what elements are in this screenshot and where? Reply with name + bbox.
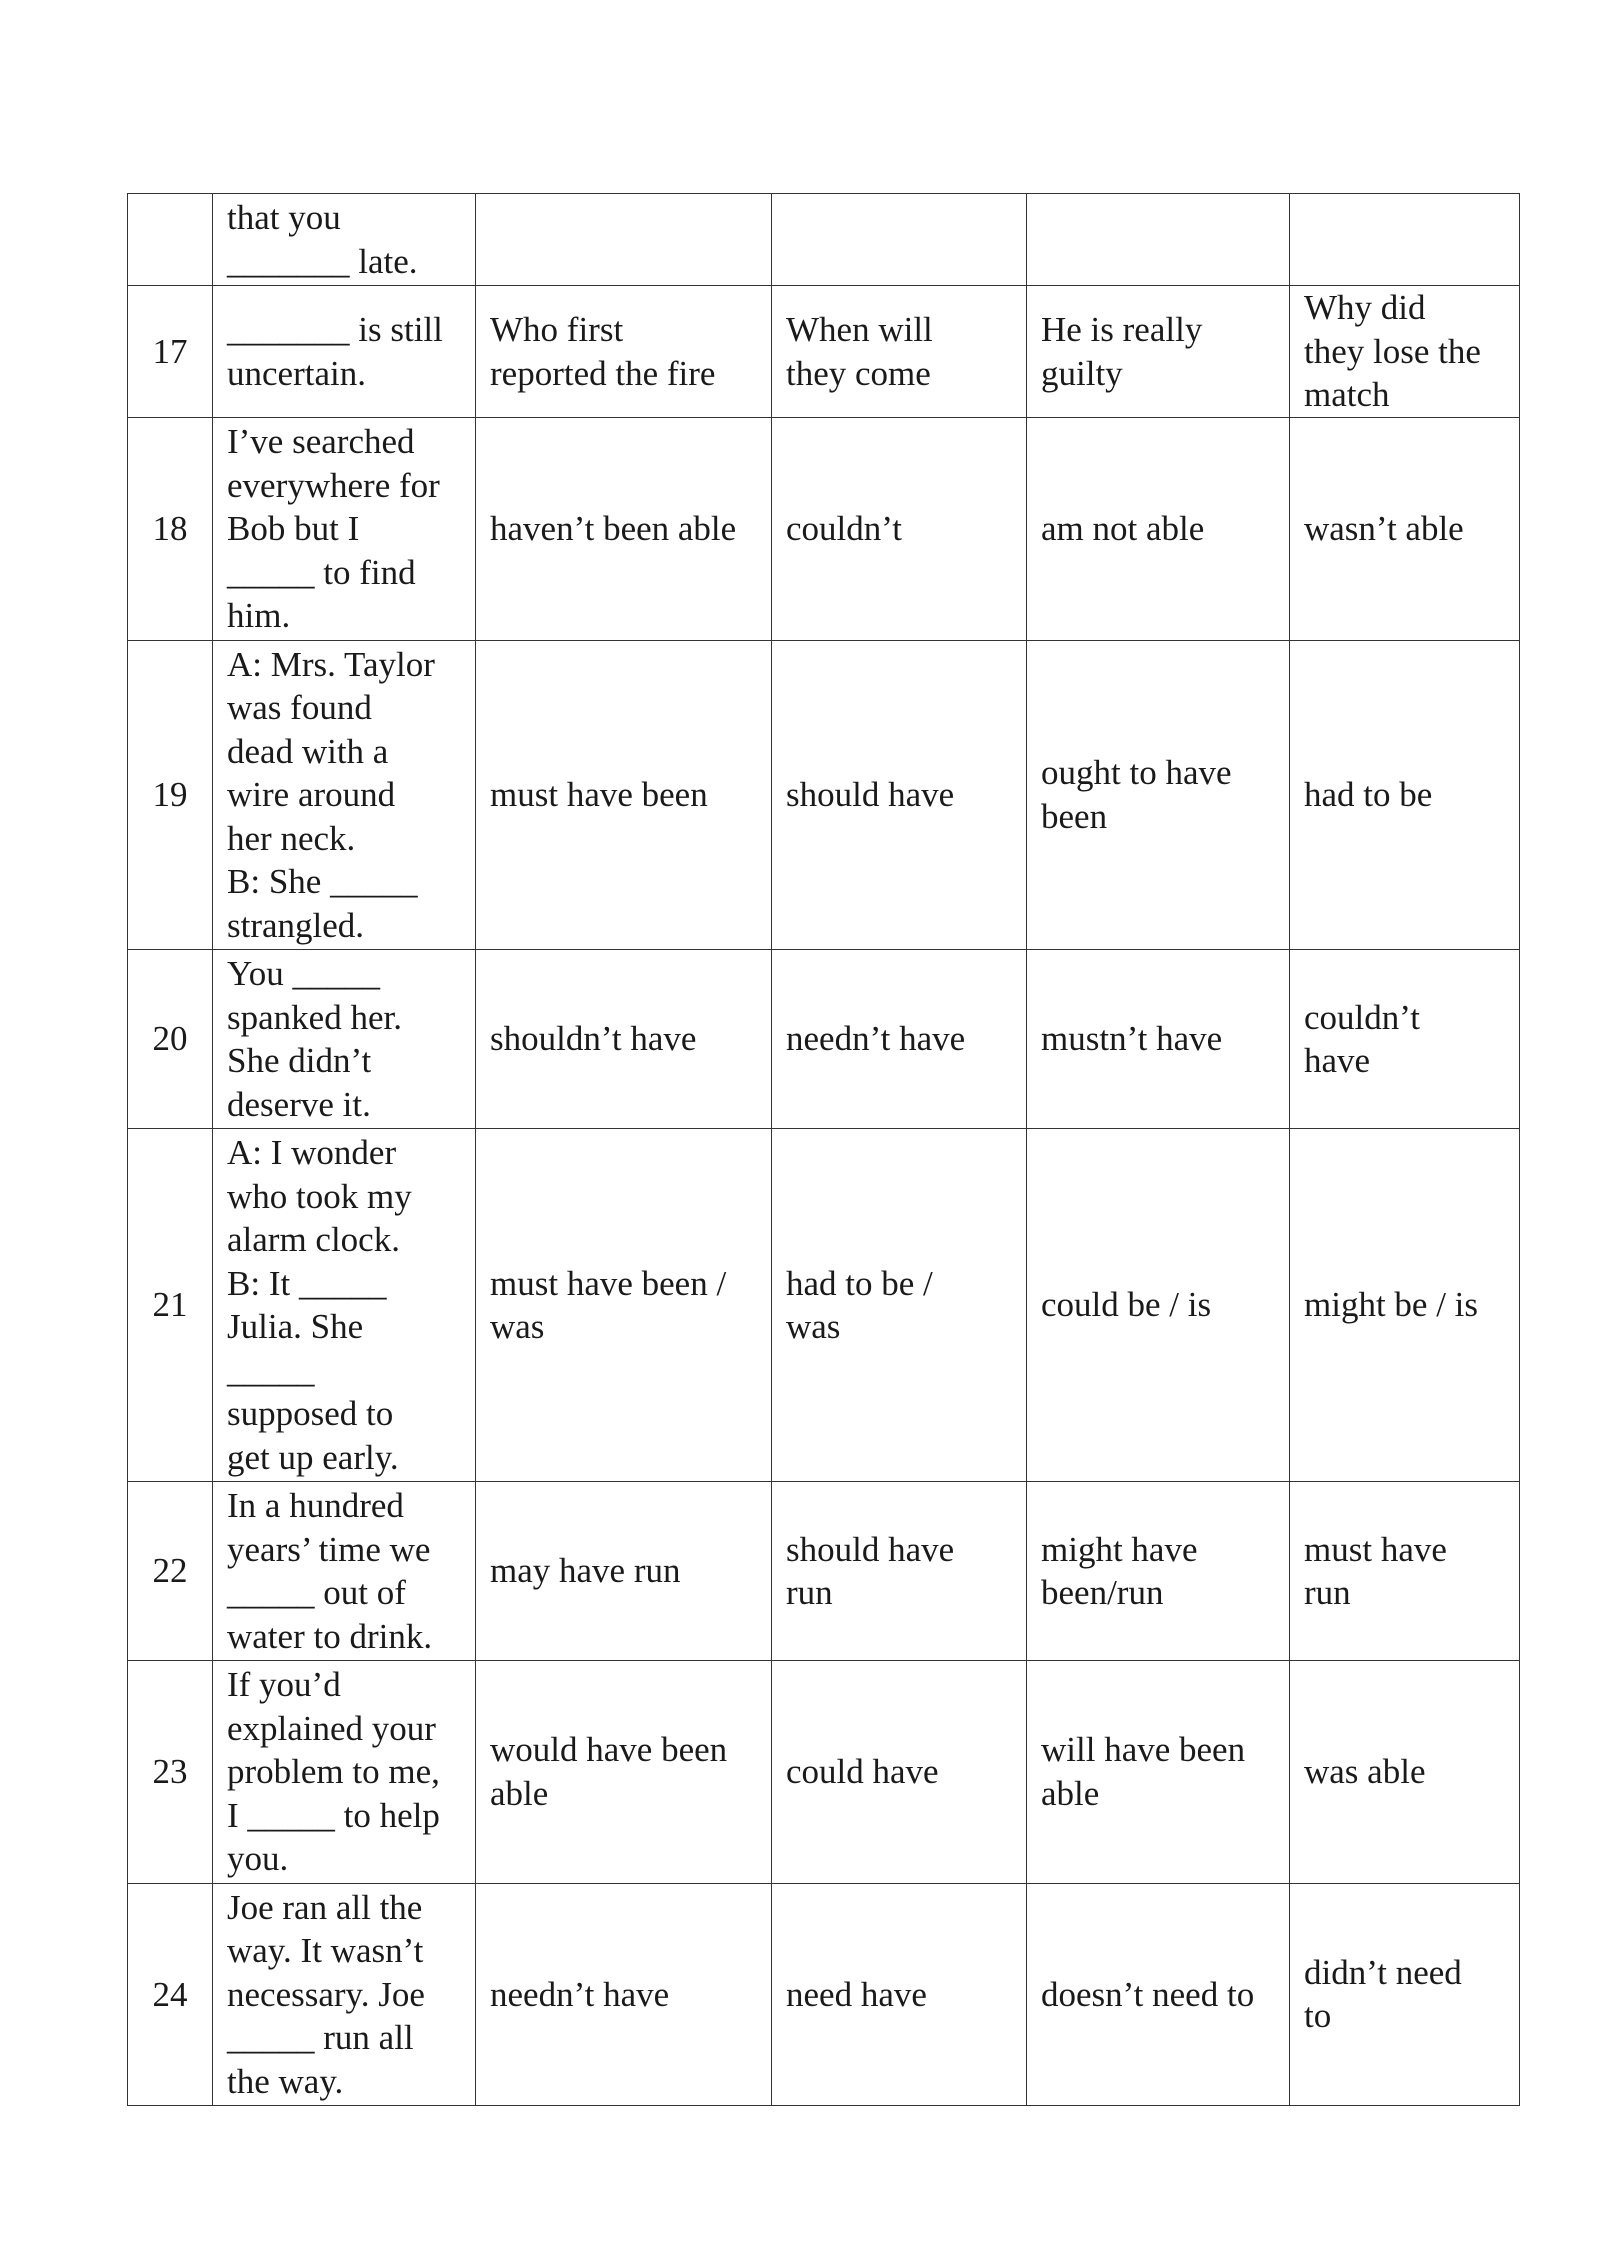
option-d: [1290, 194, 1520, 286]
question-text: A: I wonder who took my alarm clock. B: It _____ Julia. She _____ supposed to get up early.: [213, 1129, 476, 1482]
option-d: was able: [1290, 1661, 1520, 1884]
option-a: haven’t been able: [476, 418, 772, 641]
option-c: could be / is: [1027, 1129, 1290, 1482]
question-text: If you’d explained your problem to me, I _____ to help you.: [213, 1661, 476, 1884]
option-c: will have been able: [1027, 1661, 1290, 1884]
option-b: needn’t have: [772, 950, 1027, 1129]
question-text: Joe ran all the way. It wasn’t necessary. Joe _____ run all the way.: [213, 1883, 476, 2106]
option-d: might be / is: [1290, 1129, 1520, 1482]
option-c: He is really guilty: [1027, 286, 1290, 418]
option-c: am not able: [1027, 418, 1290, 641]
option-a: may have run: [476, 1482, 772, 1661]
option-b: should have run: [772, 1482, 1027, 1661]
option-c: doesn’t need to: [1027, 1883, 1290, 2106]
option-d: didn’t need to: [1290, 1883, 1520, 2106]
question-number: 17: [128, 286, 213, 418]
option-c: [1027, 194, 1290, 286]
option-d: must have run: [1290, 1482, 1520, 1661]
table-row: [128, 1482, 1520, 1661]
question-number: 20: [128, 950, 213, 1129]
option-d: wasn’t able: [1290, 418, 1520, 641]
option-d: couldn’t have: [1290, 950, 1520, 1129]
option-a: would have been able: [476, 1661, 772, 1884]
table-row: [128, 950, 1520, 1129]
option-b: could have: [772, 1661, 1027, 1884]
question-number: 21: [128, 1129, 213, 1482]
table-row: [128, 640, 1520, 950]
option-a: must have been: [476, 640, 772, 950]
option-d: had to be: [1290, 640, 1520, 950]
option-a: needn’t have: [476, 1883, 772, 2106]
question-text: You _____ spanked her. She didn’t deserve it.: [213, 950, 476, 1129]
option-a: shouldn’t have: [476, 950, 772, 1129]
question-number: [128, 194, 213, 286]
question-text: In a hundred years’ time we _____ out of water to drink.: [213, 1482, 476, 1661]
table-row: [128, 1129, 1520, 1482]
table-row: [128, 286, 1520, 418]
question-text: that you _______ late.: [213, 194, 476, 286]
question-number: 22: [128, 1482, 213, 1661]
option-c: ought to have been: [1027, 640, 1290, 950]
question-number: 23: [128, 1661, 213, 1884]
table-row: [128, 1661, 1520, 1884]
question-number: 18: [128, 418, 213, 641]
option-b: had to be / was: [772, 1129, 1027, 1482]
option-b: [772, 194, 1027, 286]
option-c: might have been/run: [1027, 1482, 1290, 1661]
option-b: When will they come: [772, 286, 1027, 418]
table-row: [128, 1883, 1520, 2106]
table-row: [128, 194, 1520, 286]
question-text: _______ is still uncertain.: [213, 286, 476, 418]
question-text: A: Mrs. Taylor was found dead with a wire around her neck. B: She _____ strangled.: [213, 640, 476, 950]
question-number: 24: [128, 1883, 213, 2106]
option-c: mustn’t have: [1027, 950, 1290, 1129]
option-d: Why did they lose the match: [1290, 286, 1520, 418]
option-a: must have been / was: [476, 1129, 772, 1482]
question-number: 19: [128, 640, 213, 950]
option-b: should have: [772, 640, 1027, 950]
option-b: need have: [772, 1883, 1027, 2106]
question-text: I’ve searched everywhere for Bob but I _____ to find him.: [213, 418, 476, 641]
option-a: Who first reported the fire: [476, 286, 772, 418]
option-b: couldn’t: [772, 418, 1027, 641]
quiz-table: [127, 193, 1520, 2106]
option-a: [476, 194, 772, 286]
table-row: [128, 418, 1520, 641]
